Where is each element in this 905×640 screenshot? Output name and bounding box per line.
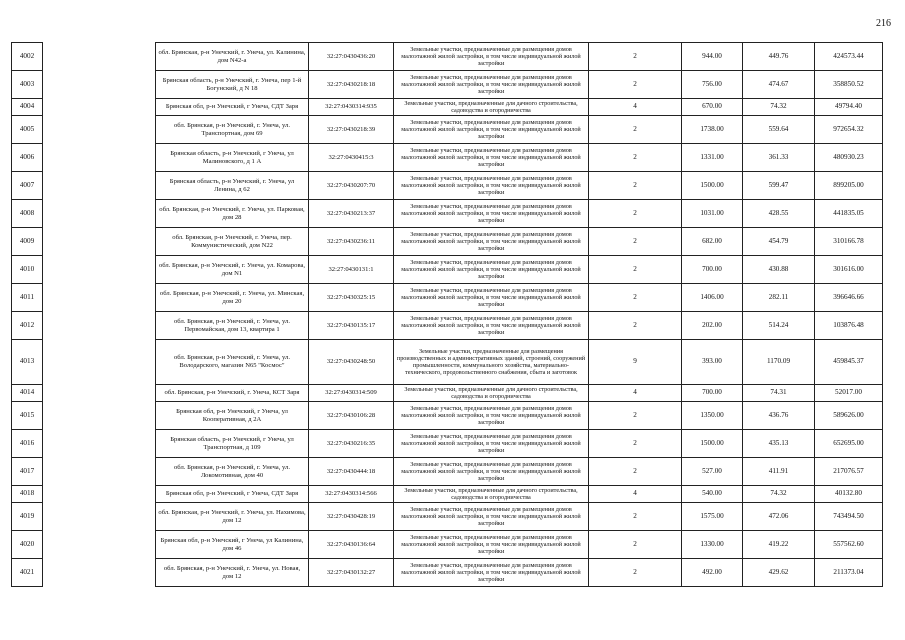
address-cell: Брянская область, р-н Унечский, г. Унеча, ул Ленина, д 62	[156, 172, 309, 200]
blank-cell	[43, 312, 156, 340]
row-number-cell: 4004	[12, 99, 43, 116]
cadastral-number-cell: 32:27:0430216:35	[309, 430, 394, 458]
specific-value-cell: 449.76	[743, 43, 815, 71]
table-row	[12, 430, 883, 458]
cadastral-number-cell: 32:27:0430314:566	[309, 486, 394, 503]
row-number-cell: 4020	[12, 531, 43, 559]
specific-value-cell: 411.91	[743, 458, 815, 486]
cadastral-number-cell: 32:27:0430132:27	[309, 559, 394, 587]
row-number-cell: 4018	[12, 486, 43, 503]
purpose-code-cell: 2	[589, 430, 682, 458]
row-number-cell: 4021	[12, 559, 43, 587]
table-row	[12, 503, 883, 531]
purpose-code-cell: 2	[589, 116, 682, 144]
row-number-cell: 4014	[12, 385, 43, 402]
purpose-code-cell: 2	[589, 402, 682, 430]
land-purpose-cell: Земельные участки, предназначенные для размещения домов малоэтажной жилой застройки, в том числе индивидуальной жилой застройки	[394, 71, 589, 99]
cadastral-value-cell: 103876.48	[815, 312, 883, 340]
blank-cell	[43, 116, 156, 144]
table-row	[12, 43, 883, 71]
table-row	[12, 172, 883, 200]
address-cell: обл. Брянская, р-н Унечский, г. Унеча, ул. Комарова, дом N1	[156, 256, 309, 284]
cadastral-value-cell: 40132.80	[815, 486, 883, 503]
cadastral-number-cell: 32:27:0430314:509	[309, 385, 394, 402]
purpose-code-cell: 4	[589, 486, 682, 503]
row-number-cell: 4002	[12, 43, 43, 71]
purpose-code-cell: 2	[589, 559, 682, 587]
cadastral-value-cell: 217076.57	[815, 458, 883, 486]
table-row	[12, 312, 883, 340]
purpose-code-cell: 4	[589, 99, 682, 116]
cadastral-value-cell: 49794.40	[815, 99, 883, 116]
address-cell: Брянская обл, р-н Унечский, г Унеча, ул Калинина, дом 46	[156, 531, 309, 559]
row-number-cell: 4017	[12, 458, 43, 486]
table-row	[12, 256, 883, 284]
address-cell: Брянская обл, р-н Унечский, г Унеча, СДТ Заря	[156, 486, 309, 503]
purpose-code-cell: 2	[589, 144, 682, 172]
blank-cell	[43, 284, 156, 312]
row-number-cell: 4012	[12, 312, 43, 340]
specific-value-cell: 559.64	[743, 116, 815, 144]
address-cell: обл. Брянская, р-н Унечский, г. Унеча, ул. Минская, дом 20	[156, 284, 309, 312]
cadastral-value-cell: 310166.78	[815, 228, 883, 256]
area-cell: 1330.00	[682, 531, 743, 559]
table-row	[12, 340, 883, 385]
area-cell: 492.00	[682, 559, 743, 587]
table-row	[12, 402, 883, 430]
blank-cell	[43, 99, 156, 116]
land-purpose-cell: Земельные участки, предназначенные для размещения домов малоэтажной жилой застройки, в том числе индивидуальной жилой застройки	[394, 172, 589, 200]
cadastral-number-cell: 32:27:0430415:3	[309, 144, 394, 172]
table-row	[12, 71, 883, 99]
specific-value-cell: 436.76	[743, 402, 815, 430]
row-number-cell: 4009	[12, 228, 43, 256]
specific-value-cell: 430.88	[743, 256, 815, 284]
blank-cell	[43, 43, 156, 71]
cadastral-number-cell: 32:27:0430106:28	[309, 402, 394, 430]
cadastral-number-cell: 32:27:0430444:18	[309, 458, 394, 486]
area-cell: 700.00	[682, 256, 743, 284]
area-cell: 700.00	[682, 385, 743, 402]
specific-value-cell: 428.55	[743, 200, 815, 228]
address-cell: обл. Брянская, р-н Унечский, г. Унеча, пер. Коммунистический, дом N22	[156, 228, 309, 256]
land-purpose-cell: Земельные участки, предназначенные для размещения домов малоэтажной жилой застройки, в том числе индивидуальной жилой застройки	[394, 144, 589, 172]
row-number-cell: 4016	[12, 430, 43, 458]
specific-value-cell: 429.62	[743, 559, 815, 587]
land-purpose-cell: Земельные участки, предназначенные для размещения домов малоэтажной жилой застройки, в том числе индивидуальной жилой застройки	[394, 256, 589, 284]
specific-value-cell: 419.22	[743, 531, 815, 559]
area-cell: 527.00	[682, 458, 743, 486]
table-row	[12, 99, 883, 116]
table-row	[12, 559, 883, 587]
area-cell: 756.00	[682, 71, 743, 99]
cadastral-number-cell: 32:27:0430218:39	[309, 116, 394, 144]
land-purpose-cell: Земельные участки, предназначенные для размещения домов малоэтажной жилой застройки, в том числе индивидуальной жилой застройки	[394, 430, 589, 458]
row-number-cell: 4005	[12, 116, 43, 144]
blank-cell	[43, 486, 156, 503]
land-purpose-cell: Земельные участки, предназначенные для размещения домов малоэтажной жилой застройки, в том числе индивидуальной жилой застройки	[394, 503, 589, 531]
land-purpose-cell: Земельные участки, предназначенные для дачного строительства, садоводства и огородничества	[394, 486, 589, 503]
land-purpose-cell: Земельные участки, предназначенные для размещения домов малоэтажной жилой застройки, в том числе индивидуальной жилой застройки	[394, 312, 589, 340]
cadastral-value-cell: 424573.44	[815, 43, 883, 71]
land-purpose-cell: Земельные участки, предназначенные для размещения домов малоэтажной жилой застройки, в том числе индивидуальной жилой застройки	[394, 458, 589, 486]
cadastral-value-cell: 211373.04	[815, 559, 883, 587]
land-purpose-cell: Земельные участки, предназначенные для дачного строительства, садоводства и огородничества	[394, 99, 589, 116]
cadastral-value-cell: 652695.00	[815, 430, 883, 458]
purpose-code-cell: 2	[589, 172, 682, 200]
cadastral-value-cell: 52017.00	[815, 385, 883, 402]
table-row	[12, 200, 883, 228]
address-cell: обл. Брянская, р-н Унечский, г. Унеча, ул. Калинина, дом N42-а	[156, 43, 309, 71]
page-number: 216	[876, 18, 891, 29]
land-purpose-cell: Земельные участки, предназначенные для размещения домов малоэтажной жилой застройки, в том числе индивидуальной жилой застройки	[394, 284, 589, 312]
address-cell: обл. Брянская, р-н Унечский, г. Унеча, ул. Локомотивная, дом 40	[156, 458, 309, 486]
area-cell: 202.00	[682, 312, 743, 340]
address-cell: обл. Брянская, р-н Унечский, г. Унеча, ул. Володарского, магазин N65 "Космос"	[156, 340, 309, 385]
land-purpose-cell: Земельные участки, предназначенные для размещения домов малоэтажной жилой застройки, в том числе индивидуальной жилой застройки	[394, 228, 589, 256]
area-cell: 670.00	[682, 99, 743, 116]
purpose-code-cell: 2	[589, 284, 682, 312]
cadastral-number-cell: 32:27:0430428:19	[309, 503, 394, 531]
blank-cell	[43, 503, 156, 531]
purpose-code-cell: 2	[589, 228, 682, 256]
specific-value-cell: 454.79	[743, 228, 815, 256]
land-purpose-cell: Земельные участки, предназначенные для размещения домов малоэтажной жилой застройки, в том числе индивидуальной жилой застройки	[394, 43, 589, 71]
land-purpose-cell: Земельные участки, предназначенные для размещения домов малоэтажной жилой застройки, в том числе индивидуальной жилой застройки	[394, 402, 589, 430]
row-number-cell: 4007	[12, 172, 43, 200]
specific-value-cell: 74.32	[743, 99, 815, 116]
specific-value-cell: 282.11	[743, 284, 815, 312]
address-cell: Брянская область, р-н Унечский, г Унеча, ул Малиновского, д 1 А	[156, 144, 309, 172]
address-cell: обл. Брянская, р-н Унечский, г. Унеча, ул. Первомайская, дом 13, квартира 1	[156, 312, 309, 340]
cadastral-value-cell: 972654.32	[815, 116, 883, 144]
blank-cell	[43, 144, 156, 172]
cadastral-value-cell: 441835.05	[815, 200, 883, 228]
blank-cell	[43, 430, 156, 458]
cadastral-value-cell: 557562.60	[815, 531, 883, 559]
table-row	[12, 116, 883, 144]
blank-cell	[43, 559, 156, 587]
cadastral-value-cell: 358850.52	[815, 71, 883, 99]
purpose-code-cell: 2	[589, 458, 682, 486]
specific-value-cell: 514.24	[743, 312, 815, 340]
area-cell: 1350.00	[682, 402, 743, 430]
specific-value-cell: 472.06	[743, 503, 815, 531]
blank-cell	[43, 340, 156, 385]
cadastral-number-cell: 32:27:0430436:20	[309, 43, 394, 71]
row-number-cell: 4011	[12, 284, 43, 312]
table-row	[12, 531, 883, 559]
address-cell: обл. Брянская, р-н Унечский, г. Унеча, ул. Нахимова, дом 12	[156, 503, 309, 531]
row-number-cell: 4008	[12, 200, 43, 228]
cadastral-number-cell: 32:27:0430325:15	[309, 284, 394, 312]
land-purpose-cell: Земельные участки, предназначенные для размещения домов малоэтажной жилой застройки, в том числе индивидуальной жилой застройки	[394, 531, 589, 559]
row-number-cell: 4013	[12, 340, 43, 385]
address-cell: обл. Брянская, р-н Унечский, г. Унеча, КСТ Заря	[156, 385, 309, 402]
area-cell: 1500.00	[682, 430, 743, 458]
cadastral-number-cell: 32:27:0430136:64	[309, 531, 394, 559]
area-cell: 944.00	[682, 43, 743, 71]
land-purpose-cell: Земельные участки, предназначенные для дачного строительства, садоводства и огородничества	[394, 385, 589, 402]
table-row	[12, 228, 883, 256]
area-cell: 1031.00	[682, 200, 743, 228]
specific-value-cell: 361.33	[743, 144, 815, 172]
specific-value-cell: 1170.09	[743, 340, 815, 385]
blank-cell	[43, 458, 156, 486]
table-row	[12, 144, 883, 172]
purpose-code-cell: 2	[589, 200, 682, 228]
purpose-code-cell: 2	[589, 43, 682, 71]
blank-cell	[43, 256, 156, 284]
specific-value-cell: 435.13	[743, 430, 815, 458]
address-cell: обл. Брянская, р-н Унечский, г. Унеча, ул. Парковая, дом 28	[156, 200, 309, 228]
blank-cell	[43, 71, 156, 99]
blank-cell	[43, 402, 156, 430]
cadastral-value-cell: 396646.66	[815, 284, 883, 312]
land-purpose-cell: Земельные участки, предназначенные для размещения производственных и административных зданий, строений, сооружений промышленности, коммунального хозяйства, материально-технического, продовольственного снабжения, сбыта и заготовок	[394, 340, 589, 385]
area-cell: 1738.00	[682, 116, 743, 144]
row-number-cell: 4006	[12, 144, 43, 172]
table-row	[12, 458, 883, 486]
specific-value-cell: 74.32	[743, 486, 815, 503]
purpose-code-cell: 4	[589, 385, 682, 402]
specific-value-cell: 474.67	[743, 71, 815, 99]
cadastral-value-cell: 589626.00	[815, 402, 883, 430]
purpose-code-cell: 2	[589, 312, 682, 340]
purpose-code-cell: 2	[589, 256, 682, 284]
cadastral-number-cell: 32:27:0430218:18	[309, 71, 394, 99]
address-cell: Брянская область, р-н Унечский, г Унеча, ул Транспортная, д 109	[156, 430, 309, 458]
address-cell: Брянская область, р-н Унечский, г. Унеча, пер 1-й Богунский, д N 18	[156, 71, 309, 99]
area-cell: 682.00	[682, 228, 743, 256]
blank-cell	[43, 531, 156, 559]
row-number-cell: 4015	[12, 402, 43, 430]
cadastral-value-cell: 899205.00	[815, 172, 883, 200]
purpose-code-cell: 2	[589, 503, 682, 531]
purpose-code-cell: 2	[589, 71, 682, 99]
address-cell: Брянская обл, р-н Унечский, г Унеча, СДТ Заря	[156, 99, 309, 116]
cadastral-value-cell: 301616.00	[815, 256, 883, 284]
table-row	[12, 284, 883, 312]
row-number-cell: 4019	[12, 503, 43, 531]
purpose-code-cell: 2	[589, 531, 682, 559]
land-purpose-cell: Земельные участки, предназначенные для размещения домов малоэтажной жилой застройки, в том числе индивидуальной жилой застройки	[394, 116, 589, 144]
blank-cell	[43, 228, 156, 256]
area-cell: 1331.00	[682, 144, 743, 172]
table-row	[12, 385, 883, 402]
area-cell: 1500.00	[682, 172, 743, 200]
area-cell: 1406.00	[682, 284, 743, 312]
address-cell: обл. Брянская, р-н Унечский, г. Унеча, ул. Транспортная, дом 69	[156, 116, 309, 144]
cadastral-value-table	[11, 42, 883, 587]
cadastral-number-cell: 32:27:0430213:37	[309, 200, 394, 228]
cadastral-number-cell: 32:27:0430135:17	[309, 312, 394, 340]
cadastral-number-cell: 32:27:0430248:50	[309, 340, 394, 385]
address-cell: Брянская обл, р-н Унечский, г Унеча, ул Кооперативная, д 2А	[156, 402, 309, 430]
table-row	[12, 486, 883, 503]
cadastral-value-cell: 480930.23	[815, 144, 883, 172]
purpose-code-cell: 9	[589, 340, 682, 385]
cadastral-number-cell: 32:27:0430236:11	[309, 228, 394, 256]
area-cell: 540.00	[682, 486, 743, 503]
row-number-cell: 4003	[12, 71, 43, 99]
blank-cell	[43, 200, 156, 228]
land-purpose-cell: Земельные участки, предназначенные для размещения домов малоэтажной жилой застройки, в том числе индивидуальной жилой застройки	[394, 200, 589, 228]
cadastral-number-cell: 32:27:0430207:70	[309, 172, 394, 200]
cadastral-number-cell: 32:27:0430131:1	[309, 256, 394, 284]
land-purpose-cell: Земельные участки, предназначенные для размещения домов малоэтажной жилой застройки, в том числе индивидуальной жилой застройки	[394, 559, 589, 587]
area-cell: 1575.00	[682, 503, 743, 531]
row-number-cell: 4010	[12, 256, 43, 284]
cadastral-number-cell: 32:27:0430314:935	[309, 99, 394, 116]
blank-cell	[43, 172, 156, 200]
specific-value-cell: 599.47	[743, 172, 815, 200]
cadastral-value-cell: 743494.50	[815, 503, 883, 531]
area-cell: 393.00	[682, 340, 743, 385]
address-cell: обл. Брянская, р-н Унечский, г. Унеча, ул. Новая, дом 12	[156, 559, 309, 587]
cadastral-value-cell: 459845.37	[815, 340, 883, 385]
specific-value-cell: 74.31	[743, 385, 815, 402]
blank-cell	[43, 385, 156, 402]
